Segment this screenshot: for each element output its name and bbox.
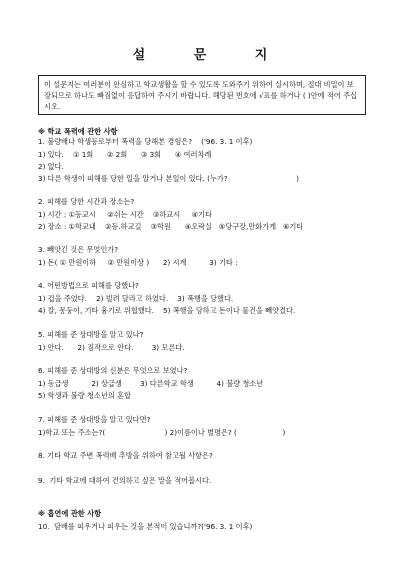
question-8: 8. 기타 학교 주변 폭력배 추방을 위하여 참고될 사항은? xyxy=(38,451,213,460)
page-title: 설 문 지 xyxy=(132,48,290,63)
q1-option-2: 2) 없다. xyxy=(38,162,64,171)
q4-options-b: 4) 칼, 몽둥이, 기타 흉기로 위협했다. 5) 폭행을 당하고 돈이나 물건을 빼앗겼다. xyxy=(38,306,296,315)
section-heading-smoking: ※ 흡연에 관한 사항 xyxy=(38,509,102,518)
q5-options: 1) 안다. 2) 짐작으로 안다. 3) 모른다. xyxy=(38,343,185,352)
q1-option-3: 3) 다른 학생이 피해를 당한 일을 알거나 본일이 있다. (누가? ) xyxy=(38,174,299,183)
q4-options-a: 1) 겁을 주었다. 2) 빌려 달라고 하였다. 3) 폭행을 당했다. xyxy=(38,294,234,303)
q2-time: 1) 시간 : ①등교시 ②쉬는 시간 ③하교시 ④기타 xyxy=(38,210,212,219)
question-2: 2. 피해를 당한 시간과 장소는? xyxy=(38,197,135,206)
question-5: 5. 피해를 준 상대방을 알고 있나? xyxy=(38,330,144,339)
question-4: 4. 어떤방법으로 피해를 당했나? xyxy=(38,281,139,290)
q7-fields: 1)학교 또는 주소는?( ) 2)이름이나 별명은? ( ) xyxy=(38,428,286,437)
question-6: 6. 피해를 준 상대방의 신분은 무엇으로 보였나? xyxy=(38,366,188,375)
intro-box: 이 설문지는 여러분이 안심하고 학교생활을 할 수 있도록 도와주기 위하여 실시하며, 절대 비밀이 보장되므로 하나도 빠짐없이 응답하여 주시기 바랍니다. 해당된 번호에 √표를 하거나 ( )안에 적어 주십시오. xyxy=(38,75,366,115)
section-heading-school-violence: ※ 학교 폭력에 관한 사항 xyxy=(38,127,118,136)
q6-options-a: 1) 동급생 2) 상급생 3) 다른학교 학생 4) 불량 청소년 xyxy=(38,379,264,388)
question-10: 10. 담배를 피우거나 피우는 것을 본적이 있습니까?('96. 3. 1 이후) xyxy=(38,522,253,531)
question-3: 3. 빼앗긴 것은 무엇인가? xyxy=(38,245,119,254)
question-7: 7. 피해를 준 상대방을 알고 있다면? xyxy=(38,415,151,424)
q3-options: 1) 돈( ① 만원이하 ② 만원이상 ) 2) 시계 3) 기타 : xyxy=(38,258,238,267)
question-9: 9. 기타 학교에 대하여 건의하고 싶은 말을 적어봅시다. xyxy=(38,476,212,485)
question-1: 1. 불량배나 학생등로부터 폭력을 당해본 경험은? ('96. 3. 1 이후) xyxy=(38,137,253,146)
q2-place: 2) 장소 : ①학교내 ②등.하교길 ③학원 ④오락실 ⑤당구장,만화가게 ⑥기타 xyxy=(38,222,304,231)
q6-options-b: 5) 학생과 불량 청소년의 혼합 xyxy=(38,391,131,400)
q1-option-1: 1) 있다. ① 1회 ② 2회 ③ 3회 ④ 여러차례 xyxy=(38,150,212,159)
